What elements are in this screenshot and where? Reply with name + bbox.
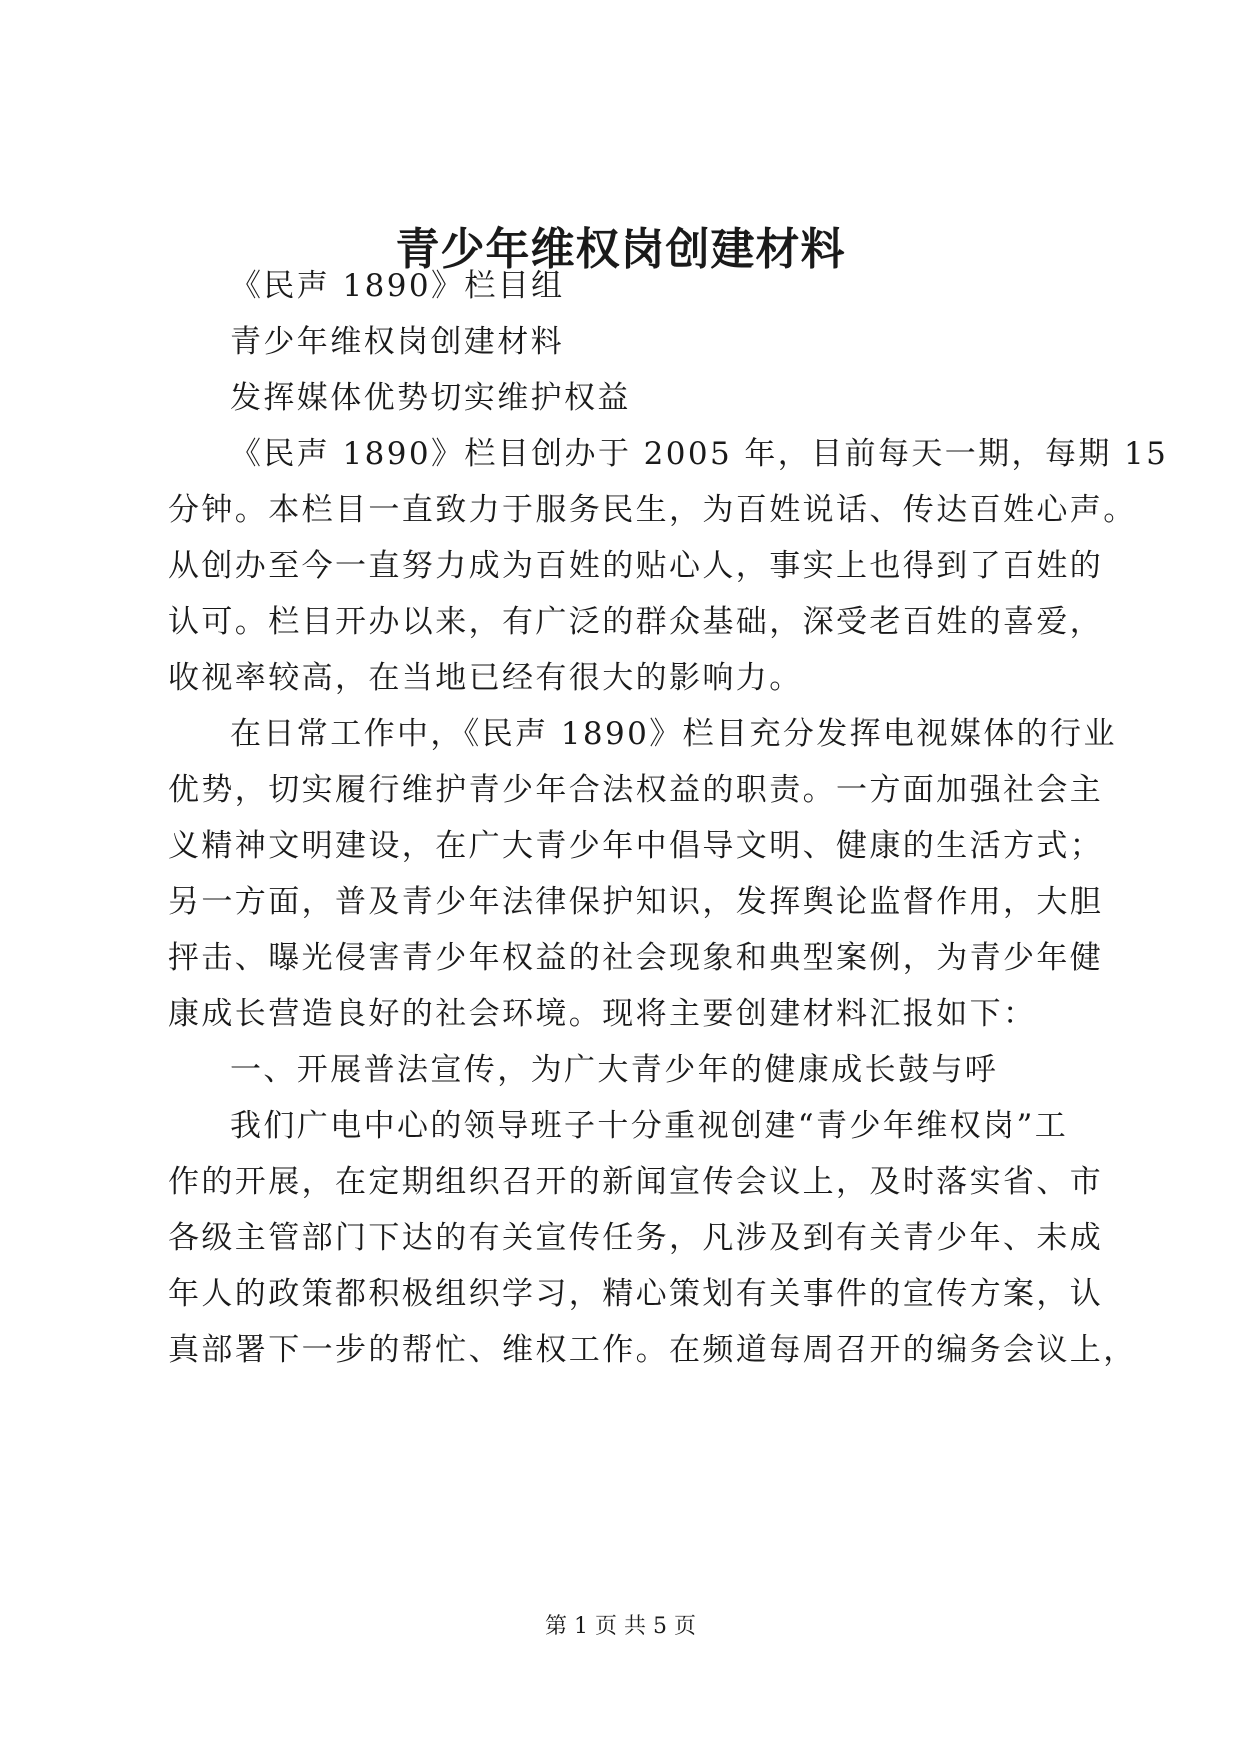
column-group-line: 《民声 1890》栏目组 (230, 268, 565, 304)
paragraph-line: 我们广电中心的领导班子十分重视创建“青少年维权岗”工 (230, 1108, 1069, 1144)
paragraph-line: 认可。栏目开办以来，有广泛的群众基础，深受老百姓的喜爱， (168, 604, 1104, 640)
paragraph-line: 从创办至今一直努力成为百姓的贴心人，事实上也得到了百姓的 (168, 548, 1104, 584)
subtitle-line: 青少年维权岗创建材料 (230, 324, 564, 360)
heading-line: 发挥媒体优势切实维护权益 (230, 380, 631, 416)
paragraph-line: 真部署下一步的帮忙、维权工作。在频道每周召开的编务会议上， (168, 1332, 1137, 1368)
paragraph-line: 抨击、曝光侵害青少年权益的社会现象和典型案例，为青少年健 (168, 940, 1104, 976)
paragraph-line: 各级主管部门下达的有关宣传任务，凡涉及到有关青少年、未成 (168, 1220, 1104, 1256)
paragraph-line: 康成长营造良好的社会环境。现将主要创建材料汇报如下： (168, 996, 1037, 1032)
paragraph-line: 优势，切实履行维护青少年合法权益的职责。一方面加强社会主 (168, 772, 1104, 808)
paragraph-line: 分钟。本栏目一直致力于服务民生，为百姓说话、传达百姓心声。 (168, 492, 1137, 528)
paragraph-line: 收视率较高，在当地已经有很大的影响力。 (168, 660, 803, 696)
paragraph-line: 《民声 1890》栏目创办于 2005 年，目前每天一期，每期 15 (230, 436, 1169, 472)
paragraph-line: 在日常工作中，《民声 1890》栏目充分发挥电视媒体的行业 (230, 716, 1117, 752)
section-heading: 一、开展普法宣传，为广大青少年的健康成长鼓与呼 (230, 1052, 999, 1088)
paragraph-line: 年人的政策都积极组织学习，精心策划有关事件的宣传方案，认 (168, 1276, 1104, 1312)
paragraph-line: 作的开展，在定期组织召开的新闻宣传会议上，及时落实省、市 (168, 1164, 1104, 1200)
paragraph-line: 义精神文明建设，在广大青少年中倡导文明、健康的生活方式； (168, 828, 1104, 864)
page-footer: 第 1 页 共 5 页 (545, 1614, 696, 1639)
document-title: 青少年维权岗创建材料 (395, 224, 846, 275)
paragraph-line: 另一方面，普及青少年法律保护知识，发挥舆论监督作用，大胆 (168, 884, 1104, 920)
